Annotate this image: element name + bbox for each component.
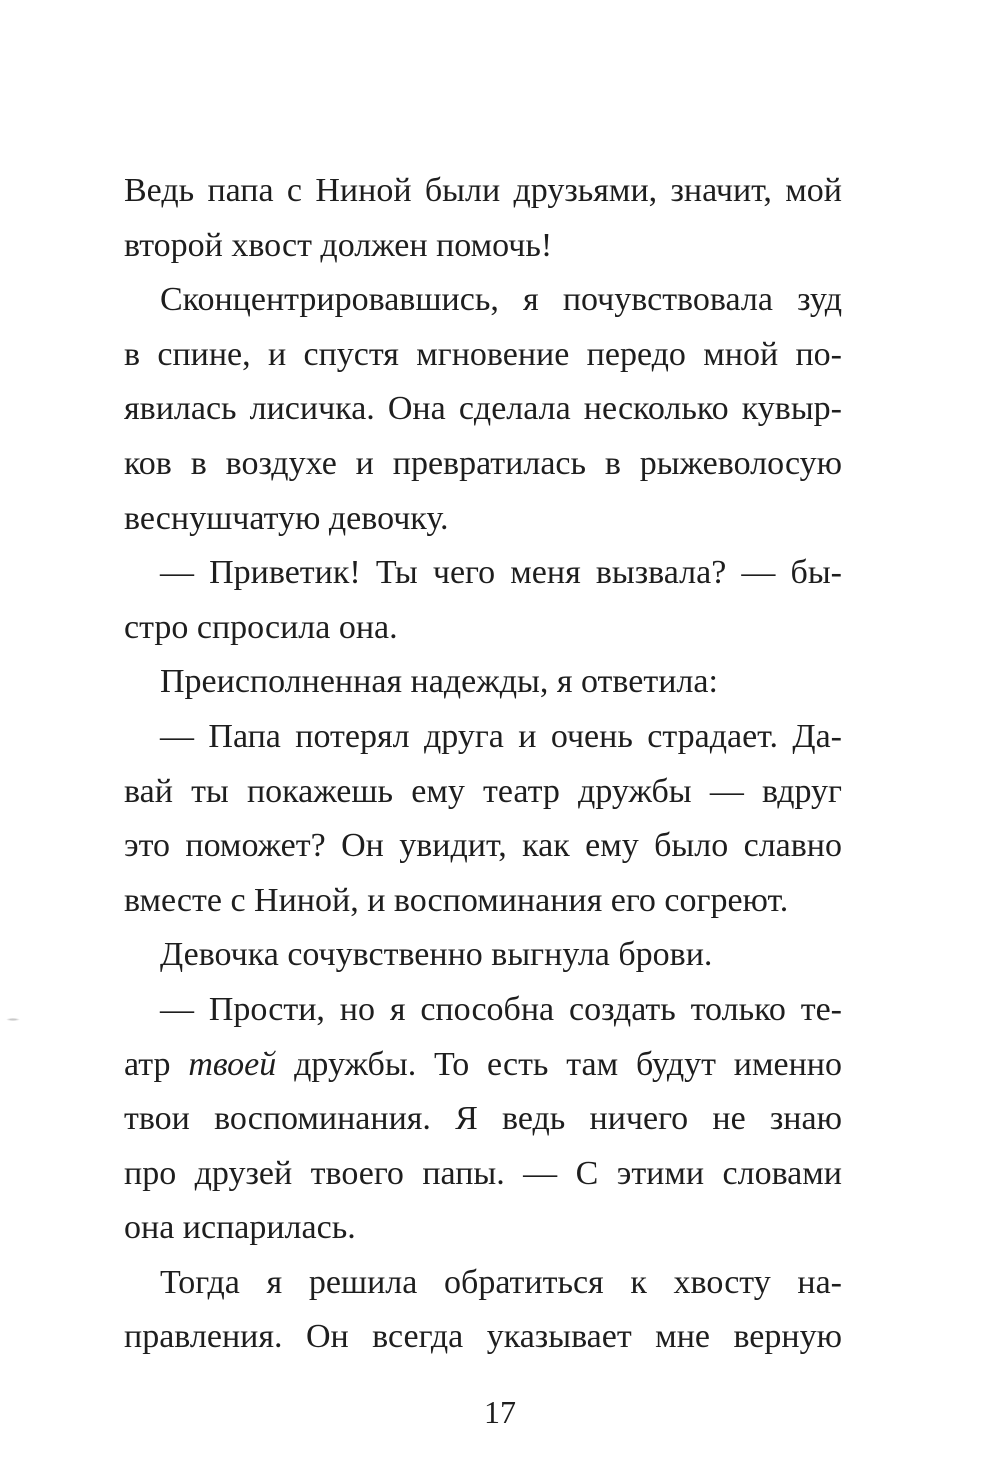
text-line: веснушчатую девочку. — [124, 499, 449, 537]
text-line: правления. Он всегда указывает мне верную — [124, 1318, 842, 1356]
text-line: в спине, и спустя мгновение передо мной по- — [124, 335, 842, 373]
text-line: она испарилась. — [124, 1209, 356, 1247]
text-line: Сконцентрировавшись, я почувствовала зуд — [160, 281, 842, 319]
text-line: Ведь папа с Ниной были друзьями, значит, мой — [124, 172, 842, 209]
text-line: про друзей твоего папы. — С этими словами — [124, 1154, 842, 1192]
text-line: — Приветик! Ты чего меня вызвала? — бы- — [160, 554, 842, 592]
text-line: твои воспоминания. Я ведь ничего не знаю — [124, 1100, 842, 1138]
text-line: второй хвост должен помочь! — [124, 226, 553, 264]
text-line: — Папа потерял друга и очень страдает. Да- — [160, 717, 842, 755]
text-line: — Прости, но я способна создать только те- — [160, 990, 842, 1028]
text-segment: дружбы. То есть там будут именно — [276, 1045, 842, 1083]
page-number: 17 — [484, 1394, 516, 1430]
text-line: явилась лисичка. Она сделала несколько кувыр- — [124, 390, 842, 428]
text-segment: атр — [124, 1045, 189, 1083]
text-line — [124, 1038, 842, 1093]
text-line: Преисполненная надежды, я ответила: — [160, 663, 718, 701]
text-line: вместе с Ниной, и воспоминания его согреют. — [124, 881, 789, 919]
italic-word: твоей — [188, 1045, 277, 1083]
scan-speck — [6, 1018, 20, 1021]
text-line: Девочка сочувственно выгнула брови. — [160, 936, 713, 974]
text-line: стро спросила она. — [124, 608, 398, 646]
text-line: ков в воздухе и превратилась в рыжеволосую — [124, 444, 842, 482]
body-text — [124, 164, 842, 1365]
text-line: Тогда я решила обратиться к хвосту на- — [160, 1263, 842, 1301]
text-line: это поможет? Он увидит, как ему было славно — [124, 827, 842, 865]
text-line: вай ты покажешь ему театр дружбы — вдруг — [124, 772, 842, 810]
